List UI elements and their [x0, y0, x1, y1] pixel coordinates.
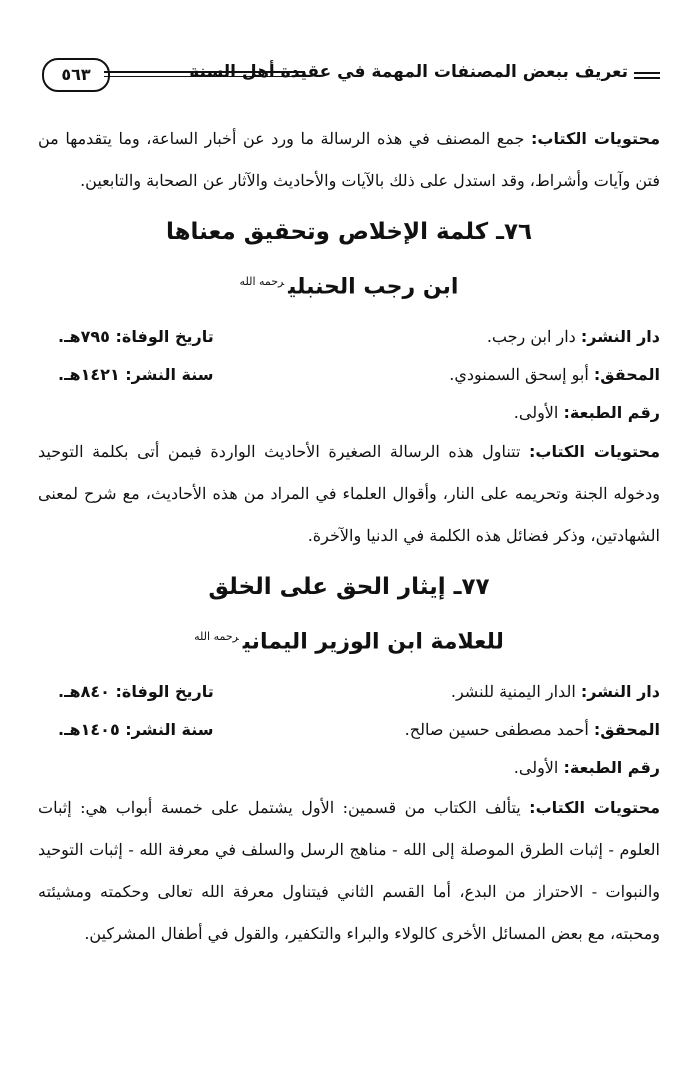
- contents-label: محتويات الكتاب:: [529, 442, 660, 462]
- entry-author: [38, 258, 660, 311]
- editor-label: المحقق:: [593, 720, 660, 740]
- book-entry-76: [38, 208, 660, 557]
- publisher-row: [38, 317, 660, 355]
- edition-row: [38, 749, 660, 787]
- entry-contents: [38, 431, 660, 557]
- publisher-value: دار ابن رجب.: [486, 326, 581, 346]
- contents-text: تتناول هذه الرسالة الصغيرة الأحاديث الواردة فيمن أتى بكلمة التوحيد ودخوله الجنة وتحريمه على النار، وأقوال العلماء في المراد من هذه الأحاديث، مع شرح لمعنى الشهادتين، وذكر فضائل هذه الكلمة في الدنيا والآخرة.: [38, 442, 661, 546]
- entry-title: ٧٧ـ إيثار الحق على الخلق: [208, 574, 490, 601]
- editor-value: أحمد مصطفى حسين صالح.: [404, 720, 594, 740]
- year-value: ١٤٢١هـ.: [58, 364, 126, 384]
- contents-label: محتويات الكتاب:: [529, 797, 660, 817]
- death-value: ٧٩٥هـ.: [58, 326, 116, 346]
- entry-author: [38, 613, 660, 666]
- page-number: ٥٦٣: [42, 58, 110, 92]
- year-value: ١٤٠٥هـ.: [58, 720, 126, 740]
- running-title: تعريف ببعض المصنفات المهمة في عقيدة أهل السنة: [189, 62, 628, 82]
- page-header: [38, 58, 660, 92]
- header-rule: [104, 71, 305, 73]
- honorific-mark: رحمه الله: [239, 275, 285, 288]
- intro-contents: [38, 118, 660, 202]
- death-label: تاريخ الوفاة:: [115, 326, 214, 346]
- editor-label: المحقق:: [593, 364, 660, 384]
- entry-contents: [38, 787, 660, 955]
- death-value: ٨٤٠هـ.: [58, 682, 116, 702]
- book-entry-77: [38, 563, 660, 954]
- entry-title: ٧٦ـ كلمة الإخلاص وتحقيق معناها: [165, 219, 533, 245]
- editor-row: [38, 711, 660, 749]
- edition-value: الأولى.: [513, 402, 564, 422]
- header-ornament: [634, 72, 660, 82]
- honorific-mark: رحمه الله: [194, 630, 239, 644]
- contents-label: محتويات الكتاب:: [531, 129, 660, 148]
- editor-row: [38, 355, 660, 393]
- contents-text: جمع المصنف في هذه الرسالة ما ورد عن أخبار الساعة، وما يتقدمها من فتن وآيات وأشراط، وقد استدل على ذلك بالآيات والأحاديث والآثار عن الصحابة والتابعين.: [38, 129, 660, 190]
- edition-row: [38, 393, 660, 431]
- author-name: للعلامة ابن الوزير اليماني: [242, 629, 504, 655]
- edition-label: رقم الطبعة:: [563, 402, 660, 422]
- publisher-label: دار النشر:: [580, 682, 660, 702]
- year-label: سنة النشر:: [125, 364, 214, 384]
- edition-label: رقم الطبعة:: [563, 758, 660, 778]
- year-label: سنة النشر:: [125, 720, 214, 740]
- death-label: تاريخ الوفاة:: [115, 682, 214, 702]
- author-name: ابن رجب الحنبلي: [288, 274, 459, 300]
- edition-value: الأولى.: [513, 758, 564, 778]
- header-rule-thin: [104, 76, 305, 77]
- editor-value: أبو إسحق السمنودي.: [449, 364, 594, 384]
- contents-text: يتألف الكتاب من قسمين: الأول يشتمل على خمسة أبواب هي: إثبات العلوم - إثبات الطرق الموصلة إلى الله - مناهج الرسل والسلف في معرفة الله - إثبات التوحيد والنبوات - الاحتراز من البدع، أما القسم الثاني فيتناول معرفة الله تعالى وحكمته ومشيئته ومحبته، مع بعض المسائل الأخرى كالولاء والبراء والتكفير، والقول في أطفال المشركين.: [38, 797, 661, 943]
- page-body: [38, 118, 660, 955]
- publisher-label: دار النشر:: [580, 326, 660, 346]
- publisher-row: [38, 673, 660, 711]
- publisher-value: الدار اليمنية للنشر.: [450, 682, 581, 702]
